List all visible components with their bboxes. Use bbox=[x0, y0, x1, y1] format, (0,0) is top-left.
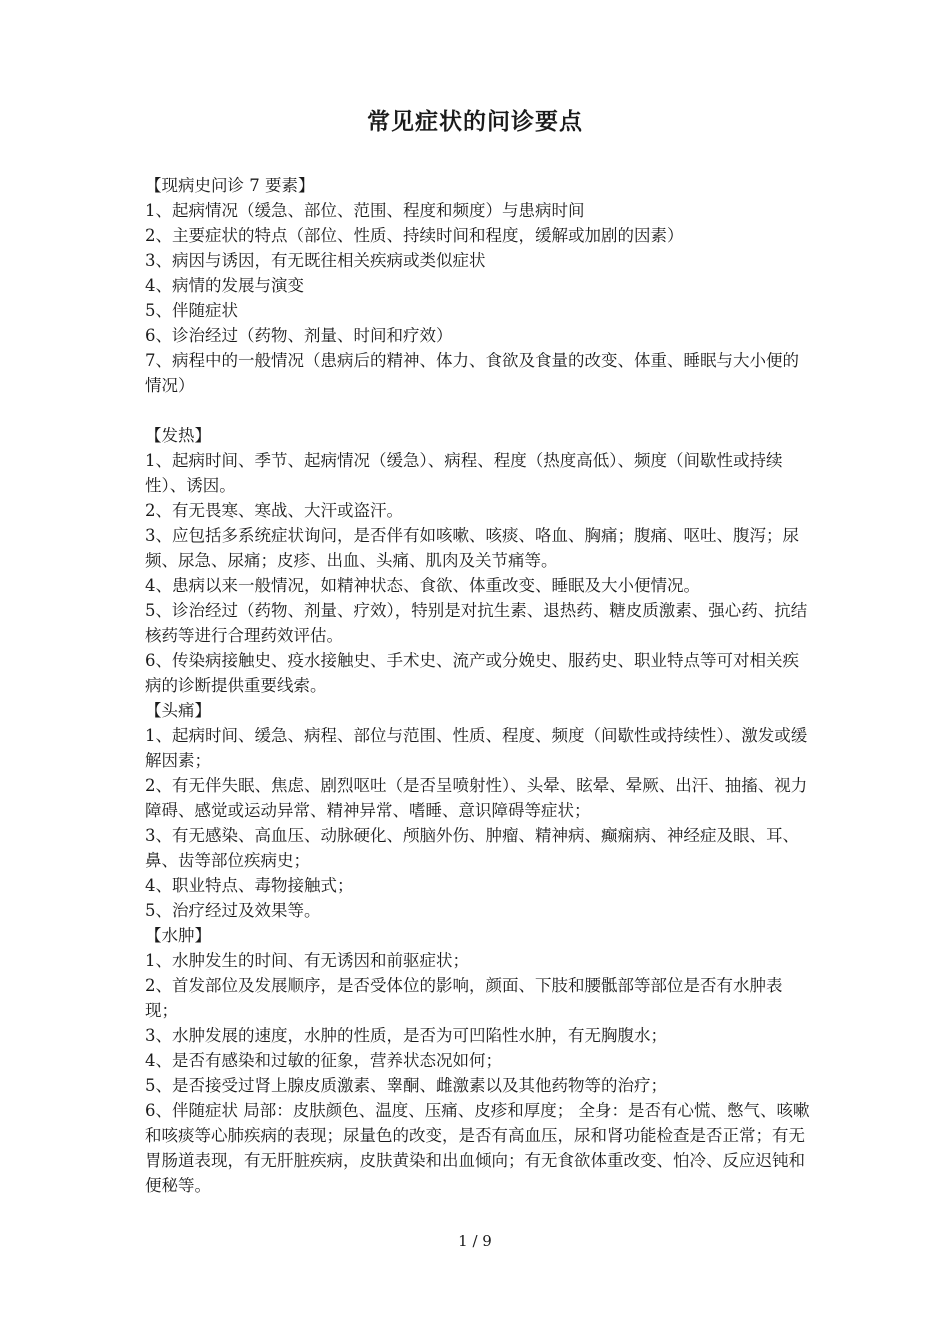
section-heading: 【现病史问诊 7 要素】 bbox=[145, 176, 315, 195]
list-item: 2、有无伴失眠、焦虑、剧烈呕吐（是否呈喷射性）、头晕、眩晕、晕厥、出汗、抽搐、视力障碍、感觉或运动异常、精神异常、嗜睡、意识障碍等症状； bbox=[145, 776, 808, 820]
list-item: 4、是否有感染和过敏的征象，营养状态况如何； bbox=[145, 1051, 502, 1070]
page-number: 1 / 9 bbox=[458, 1232, 492, 1250]
list-item: 4、职业特点、毒物接触式； bbox=[145, 876, 354, 895]
section-headache bbox=[145, 698, 813, 923]
list-item: 2、有无畏寒、寒战、大汗或盗汗。 bbox=[145, 501, 403, 520]
section-heading: 【头痛】 bbox=[145, 701, 211, 720]
document-body bbox=[145, 173, 813, 1198]
list-item: 5、诊治经过（药物、剂量、疗效），特别是对抗生素、退热药、糖皮质激素、强心药、抗结核药等进行合理药效评估。 bbox=[145, 601, 808, 645]
list-item: 3、水肿发展的速度，水肿的性质，是否为可凹陷性水肿，有无胸腹水； bbox=[145, 1026, 667, 1045]
list-item: 1、水肿发生的时间、有无诱因和前驱症状； bbox=[145, 951, 469, 970]
list-item: 5、伴随症状 bbox=[145, 301, 238, 320]
list-item: 6、伴随症状 局部：皮肤颜色、温度、压痛、皮疹和厚度； 全身：是否有心慌、憋气、咳嗽和咳痰等心肺疾病的表现；尿量色的改变，是否有高血压，尿和肾功能检查是否正常；有无胃肠道表现，有无肝脏疾病，皮肤黄染和出血倾向；有无食欲体重改变、怕冷、反应迟钝和便秘等。 bbox=[145, 1101, 810, 1195]
list-item: 5、是否接受过肾上腺皮质激素、睾酮、雌激素以及其他药物等的治疗； bbox=[145, 1076, 667, 1095]
list-item: 3、有无感染、高血压、动脉硬化、颅脑外伤、肿瘤、精神病、癫痫病、神经症及眼、耳、鼻、齿等部位疾病史； bbox=[145, 826, 799, 870]
list-item: 2、主要症状的特点（部位、性质、持续时间和程度，缓解或加剧的因素） bbox=[145, 226, 684, 245]
page-title: 常见症状的问诊要点 bbox=[367, 108, 583, 135]
section-heading: 【发热】 bbox=[145, 426, 211, 445]
list-item: 1、起病时间、缓急、病程、部位与范围、性质、程度、频度（间歇性或持续性）、激发或缓解因素； bbox=[145, 726, 808, 770]
section-fever bbox=[145, 423, 813, 698]
section-history-elements bbox=[145, 173, 813, 398]
list-item: 6、传染病接触史、疫水接触史、手术史、流产或分娩史、服药史、职业特点等可对相关疾病的诊断提供重要线索。 bbox=[145, 651, 799, 695]
list-item: 1、起病情况（缓急、部位、范围、程度和频度）与患病时间 bbox=[145, 201, 585, 220]
list-item: 4、病情的发展与演变 bbox=[145, 276, 304, 295]
section-heading: 【水肿】 bbox=[145, 926, 211, 945]
list-item: 3、病因与诱因，有无既往相关疾病或类似症状 bbox=[145, 251, 486, 270]
list-item: 6、诊治经过（药物、剂量、时间和疗效） bbox=[145, 326, 453, 345]
list-item: 2、首发部位及发展顺序，是否受体位的影响，颜面、下肢和腰骶部等部位是否有水肿表现； bbox=[145, 976, 783, 1020]
list-item: 4、患病以来一般情况，如精神状态、食欲、体重改变、睡眠及大小便情况。 bbox=[145, 576, 700, 595]
list-item: 7、病程中的一般情况（患病后的精神、体力、食欲及食量的改变、体重、睡眠与大小便的情况） bbox=[145, 351, 799, 395]
list-item: 5、治疗经过及效果等。 bbox=[145, 901, 321, 920]
list-item: 3、应包括多系统症状询问，是否伴有如咳嗽、咳痰、咯血、胸痛；腹痛、呕吐、腹泻；尿频、尿急、尿痛；皮疹、出血、头痛、肌肉及关节痛等。 bbox=[145, 526, 799, 570]
section-edema bbox=[145, 923, 813, 1198]
list-item: 1、起病时间、季节、起病情况（缓急）、病程、程度（热度高低）、频度（间歇性或持续性）、诱因。 bbox=[145, 451, 783, 495]
